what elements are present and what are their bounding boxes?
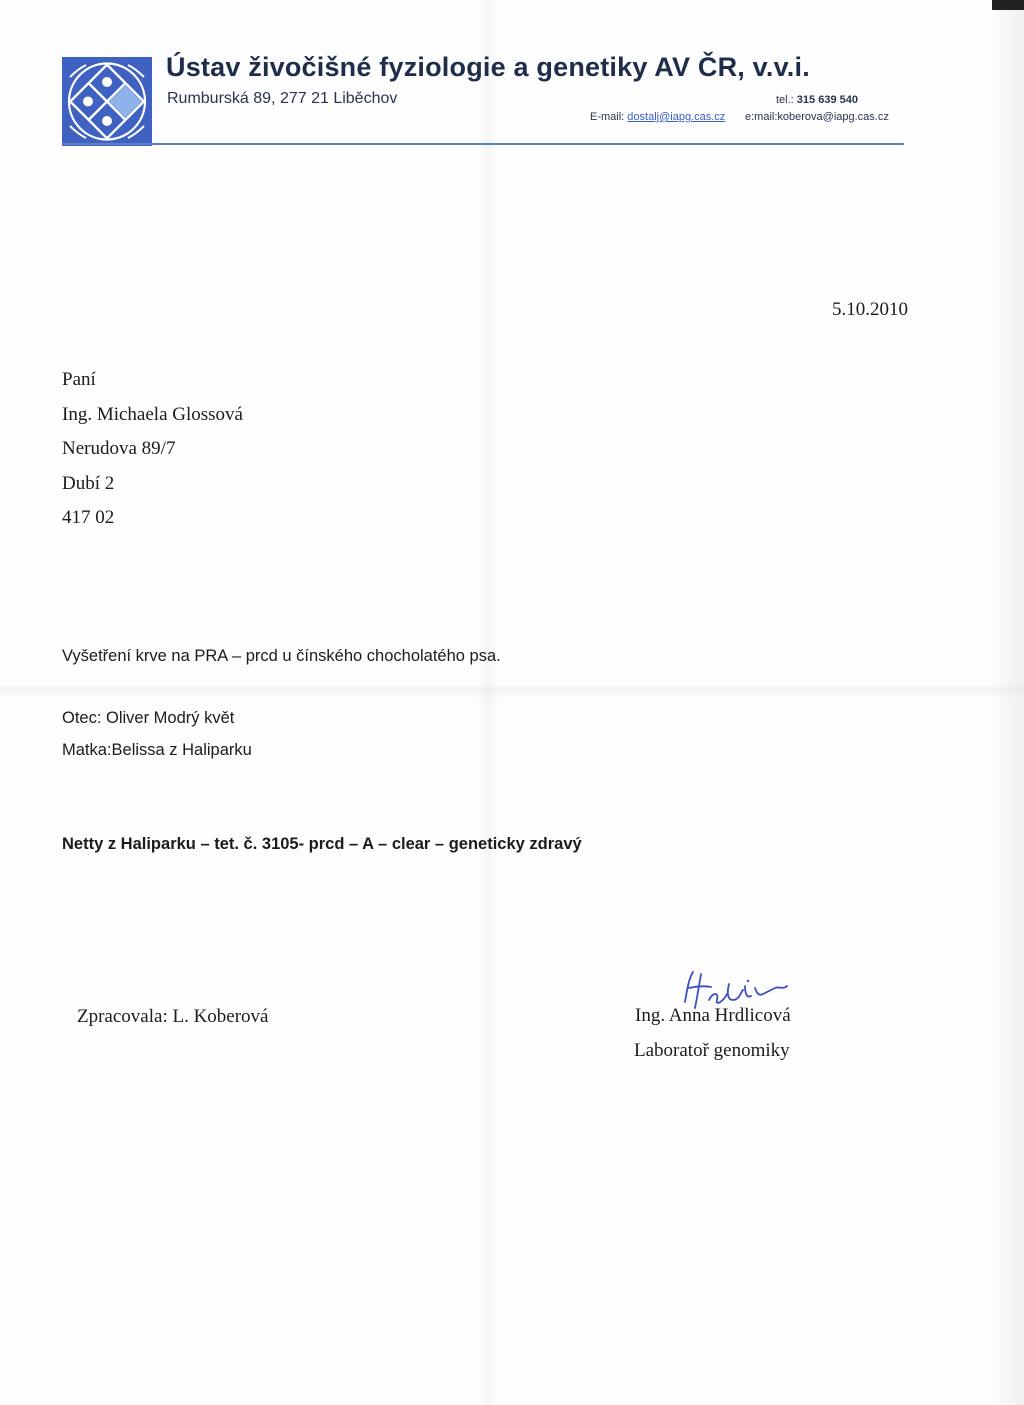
letter-subject: Vyšetření krve na PRA – prcd u čínského chocholatého psa.: [62, 647, 501, 665]
recipient-city: Dubí 2: [62, 472, 115, 494]
email-label: E-mail:: [590, 111, 625, 123]
scan-edge-shadow: [990, 0, 1024, 1405]
signatory-name: Ing. Anna Hrdlicová: [635, 1005, 791, 1026]
email-contact-2: e:mail:koberova@iapg.cas.cz: [745, 111, 889, 123]
test-result: Netty z Haliparku – tet. č. 3105- prcd – A – clear – geneticky zdravý: [62, 835, 582, 853]
processed-by: Zpracovala: L. Koberová: [77, 1006, 269, 1027]
recipient-street: Nerudova 89/7: [62, 438, 176, 459]
recipient-address-block: [62, 366, 243, 539]
sire-line: Otec: Oliver Modrý květ: [62, 709, 235, 727]
letter-date: 5.10.2010: [832, 299, 908, 320]
institution-name: Ústav živočišné fyziologie a genetiky AV ČR, v.v.i.: [166, 52, 810, 82]
telephone: [776, 94, 858, 106]
email-link-dostal[interactable]: dostalj@iapg.cas.cz: [627, 111, 726, 123]
telephone-number: 315 639 540: [796, 94, 858, 106]
email-contact-1: [590, 111, 725, 123]
letterhead-divider: [62, 143, 904, 145]
signatory-department: Laboratoř genomiky: [634, 1040, 790, 1061]
dam-line: Matka:Belissa z Haliparku: [62, 741, 252, 759]
recipient-postcode: 417 02: [62, 507, 115, 528]
scan-edge-mark: [992, 0, 1024, 10]
telephone-label: tel.:: [776, 94, 794, 106]
recipient-name: Ing. Michaela Glossová: [62, 403, 243, 425]
institution-address: Rumburská 89, 277 21 Liběchov: [167, 90, 398, 107]
institute-logo-icon: [62, 57, 152, 146]
recipient-salutation: Paní: [62, 369, 96, 390]
